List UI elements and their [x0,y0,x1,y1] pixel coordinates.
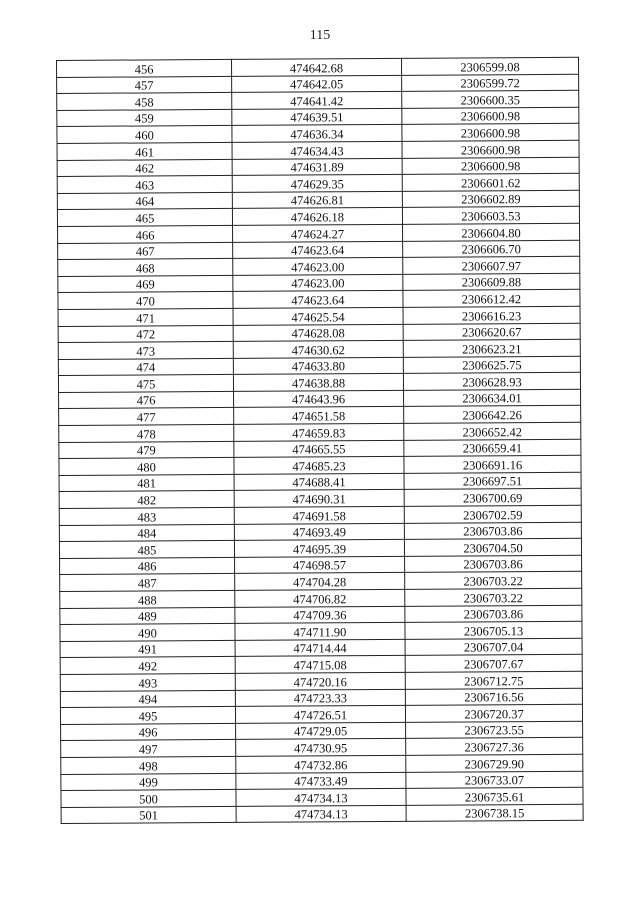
x-coordinate-cell: 474636.34 [232,125,402,143]
y-coordinate-cell: 2306703.22 [405,588,582,606]
table-row [61,804,583,824]
x-coordinate-cell: 474628.08 [233,324,403,342]
y-coordinate-cell: 2306735.61 [406,787,583,805]
y-coordinate-cell: 2306720.37 [405,704,582,722]
y-coordinate-cell: 2306599.08 [401,57,578,75]
y-coordinate-cell: 2306600.98 [402,140,579,158]
point-number-cell: 469 [58,275,233,293]
x-coordinate-cell: 474720.16 [235,672,405,690]
point-number-cell: 457 [57,76,232,94]
x-coordinate-cell: 474704.28 [235,573,405,591]
x-coordinate-cell: 474729.05 [236,722,406,740]
x-coordinate-cell: 474631.89 [232,158,402,176]
point-number-cell: 485 [59,541,234,559]
x-coordinate-cell: 474629.35 [232,175,402,193]
y-coordinate-cell: 2306733.07 [406,771,583,789]
y-coordinate-cell: 2306707.67 [405,655,582,673]
y-coordinate-cell: 2306712.75 [405,671,582,689]
y-coordinate-cell: 2306723.55 [406,721,583,739]
x-coordinate-cell: 474651.58 [234,407,404,425]
y-coordinate-cell: 2306603.53 [402,207,579,225]
x-coordinate-cell: 474695.39 [234,540,404,558]
point-number-cell: 474 [58,358,233,376]
x-coordinate-cell: 474734.13 [236,805,406,823]
point-number-cell: 490 [60,624,235,642]
point-number-cell: 477 [59,408,234,426]
coordinates-table-body [57,57,584,823]
x-coordinate-cell: 474642.68 [231,58,401,76]
point-number-cell: 456 [57,59,232,77]
point-number-cell: 498 [61,756,236,774]
point-number-cell: 483 [59,507,234,525]
y-coordinate-cell: 2306703.86 [404,522,581,540]
x-coordinate-cell: 474715.08 [235,656,405,674]
x-coordinate-cell: 474659.83 [234,423,404,441]
y-coordinate-cell: 2306620.67 [403,323,580,341]
y-coordinate-cell: 2306738.15 [406,804,583,822]
y-coordinate-cell: 2306707.04 [405,638,582,656]
x-coordinate-cell: 474714.44 [235,639,405,657]
x-coordinate-cell: 474665.55 [234,440,404,458]
x-coordinate-cell: 474688.41 [234,473,404,491]
x-coordinate-cell: 474626.18 [232,208,402,226]
y-coordinate-cell: 2306612.42 [403,290,580,308]
point-number-cell: 487 [60,574,235,592]
x-coordinate-cell: 474633.80 [233,357,403,375]
x-coordinate-cell: 474625.54 [233,307,403,325]
x-coordinate-cell: 474723.33 [235,689,405,707]
x-coordinate-cell: 474623.00 [233,258,403,276]
x-coordinate-cell: 474734.13 [236,789,406,807]
y-coordinate-cell: 2306704.50 [404,539,581,557]
point-number-cell: 479 [59,441,234,459]
x-coordinate-cell: 474730.95 [236,739,406,757]
point-number-cell: 471 [58,308,233,326]
point-number-cell: 496 [61,723,236,741]
y-coordinate-cell: 2306600.35 [402,90,579,108]
point-number-cell: 492 [60,657,235,675]
x-coordinate-cell: 474698.57 [235,556,405,574]
x-coordinate-cell: 474626.81 [232,191,402,209]
y-coordinate-cell: 2306703.22 [405,572,582,590]
point-number-cell: 464 [57,192,232,210]
coordinates-table [56,57,584,824]
y-coordinate-cell: 2306703.86 [405,555,582,573]
y-coordinate-cell: 2306628.93 [403,373,580,391]
x-coordinate-cell: 474733.49 [236,772,406,790]
point-number-cell: 493 [60,673,235,691]
x-coordinate-cell: 474732.86 [236,755,406,773]
x-coordinate-cell: 474634.43 [232,141,402,159]
point-number-cell: 460 [57,126,232,144]
x-coordinate-cell: 474623.64 [233,241,403,259]
point-number-cell: 473 [58,342,233,360]
y-coordinate-cell: 2306604.80 [403,223,580,241]
y-coordinate-cell: 2306652.42 [404,422,581,440]
y-coordinate-cell: 2306601.62 [402,173,579,191]
point-number-cell: 486 [60,557,235,575]
y-coordinate-cell: 2306700.69 [404,489,581,507]
point-number-cell: 481 [59,474,234,492]
y-coordinate-cell: 2306634.01 [404,389,581,407]
y-coordinate-cell: 2306729.90 [406,754,583,772]
x-coordinate-cell: 474685.23 [234,457,404,475]
point-number-cell: 500 [61,790,236,808]
point-number-cell: 501 [61,806,236,824]
y-coordinate-cell: 2306702.59 [404,505,581,523]
point-number-cell: 491 [60,640,235,658]
point-number-cell: 470 [58,292,233,310]
x-coordinate-cell: 474711.90 [235,623,405,641]
point-number-cell: 465 [57,209,232,227]
point-number-cell: 459 [57,109,232,127]
point-number-cell: 472 [58,325,233,343]
page-number: 115 [309,28,331,43]
y-coordinate-cell: 2306691.16 [404,456,581,474]
point-number-cell: 497 [61,740,236,758]
point-number-cell: 461 [57,142,232,160]
point-number-cell: 475 [58,375,233,393]
y-coordinate-cell: 2306600.98 [402,124,579,142]
point-number-cell: 458 [57,93,232,111]
x-coordinate-cell: 474690.31 [234,490,404,508]
y-coordinate-cell: 2306600.98 [402,107,579,125]
x-coordinate-cell: 474639.51 [232,108,402,126]
y-coordinate-cell: 2306600.98 [402,157,579,175]
y-coordinate-cell: 2306616.23 [403,306,580,324]
y-coordinate-cell: 2306625.75 [403,356,580,374]
point-number-cell: 484 [59,524,234,542]
x-coordinate-cell: 474641.42 [232,92,402,110]
x-coordinate-cell: 474642.05 [232,75,402,93]
x-coordinate-cell: 474623.64 [233,291,403,309]
point-number-cell: 482 [59,491,234,509]
point-number-cell: 488 [60,590,235,608]
y-coordinate-cell: 2306716.56 [405,688,582,706]
y-coordinate-cell: 2306705.13 [405,621,582,639]
point-number-cell: 466 [58,225,233,243]
y-coordinate-cell: 2306606.70 [403,240,580,258]
y-coordinate-cell: 2306659.41 [404,439,581,457]
x-coordinate-cell: 474638.88 [233,374,403,392]
x-coordinate-cell: 474693.49 [234,523,404,541]
point-number-cell: 462 [57,159,232,177]
point-number-cell: 478 [59,424,234,442]
x-coordinate-cell: 474630.62 [233,340,403,358]
point-number-cell: 499 [61,773,236,791]
point-number-cell: 495 [60,707,235,725]
x-coordinate-cell: 474643.96 [234,390,404,408]
y-coordinate-cell: 2306602.89 [402,190,579,208]
point-number-cell: 489 [60,607,235,625]
y-coordinate-cell: 2306607.97 [403,256,580,274]
point-number-cell: 467 [58,242,233,260]
y-coordinate-cell: 2306727.36 [406,738,583,756]
x-coordinate-cell: 474709.36 [235,606,405,624]
x-coordinate-cell: 474726.51 [235,706,405,724]
y-coordinate-cell: 2306697.51 [404,472,581,490]
y-coordinate-cell: 2306623.21 [403,339,580,357]
y-coordinate-cell: 2306642.26 [404,406,581,424]
point-number-cell: 494 [60,690,235,708]
y-coordinate-cell: 2306599.72 [402,74,579,92]
point-number-cell: 476 [59,391,234,409]
point-number-cell: 480 [59,458,234,476]
x-coordinate-cell: 474706.82 [235,589,405,607]
x-coordinate-cell: 474691.58 [234,506,404,524]
x-coordinate-cell: 474624.27 [233,224,403,242]
point-number-cell: 468 [58,259,233,277]
point-number-cell: 463 [57,176,232,194]
x-coordinate-cell: 474623.00 [233,274,403,292]
y-coordinate-cell: 2306609.88 [403,273,580,291]
y-coordinate-cell: 2306703.86 [405,605,582,623]
